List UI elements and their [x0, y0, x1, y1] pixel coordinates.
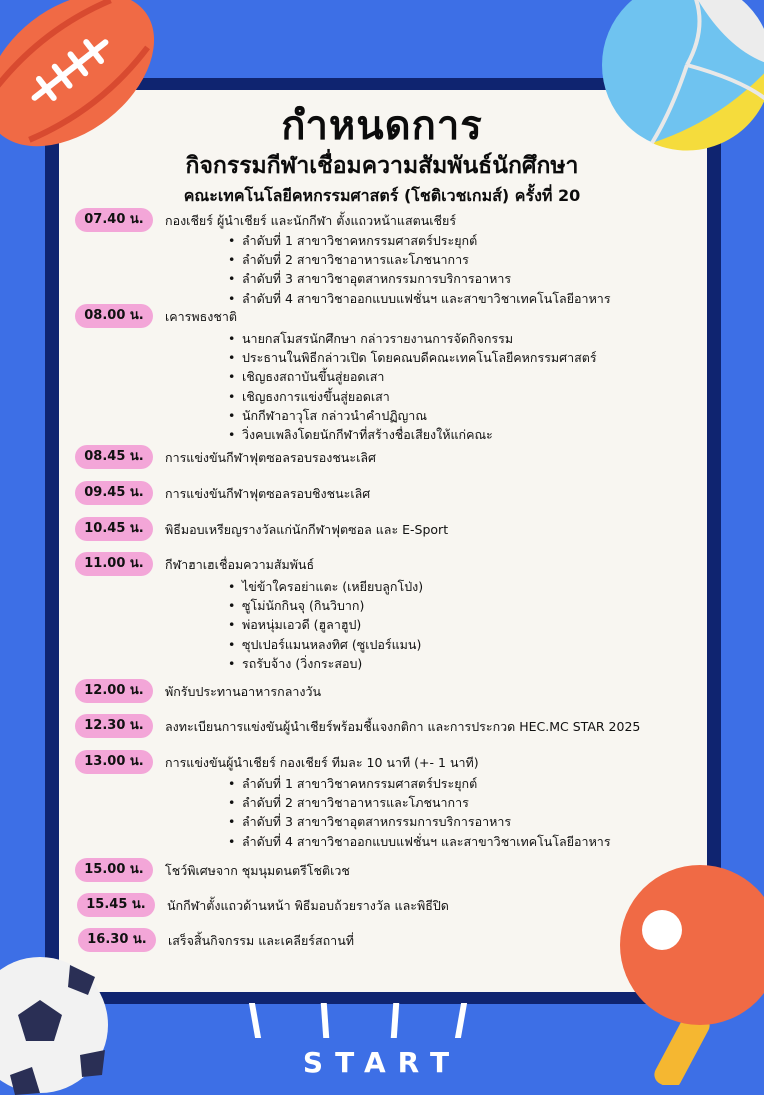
activity-title: การแข่งขันกีฬาฟุตซอลรอบรองชนะเลิศ: [165, 450, 376, 465]
activity-title: พักรับประทานอาหารกลางวัน: [165, 684, 322, 699]
page-title: กำหนดการ: [281, 103, 483, 149]
activity-title: นักกีฬาตั้งแถวด้านหน้า พิธีมอบถ้วยรางวัล และพิธีปิด: [167, 898, 449, 913]
track-lane: [249, 1003, 261, 1038]
list-item: • พ่อหนุ่มเอวดี (ฮูลาฮูป): [228, 615, 423, 634]
list-item: • ลำดับที่ 3 สาขาวิชาอุตสาหกรรมการบริการอาหาร: [228, 812, 611, 831]
list-item: • ไข่ข้าใครอย่าแตะ (เหยียบลูกโป่ง): [228, 577, 423, 596]
list-item: • ลำดับที่ 3 สาขาวิชาอุตสาหกรรมการบริการอาหาร: [228, 269, 611, 288]
time-pill: 12.00 น.: [75, 679, 153, 703]
time-pill: 09.45 น.: [75, 481, 153, 505]
list-item: • ซุปเปอร์แมนหลงทิศ (ซูเปอร์แมน): [228, 635, 423, 654]
activity-title: กีฬาฮาเฮเชื่อมความสัมพันธ์: [165, 557, 315, 572]
list-item: • เชิญธงสถาบันขึ้นสู่ยอดเสา: [228, 367, 597, 386]
list-item: • รถรับจ้าง (วิ่งกระสอบ): [228, 654, 423, 673]
activity-title: การแข่งขันผู้นำเชียร์ กองเชียร์ ทีมละ 10 นาที (+- 1 นาที): [165, 755, 479, 770]
activity-title: กองเชียร์ ผู้นำเชียร์ และนักกีฬา ตั้งแถวหน้าแสตนเชียร์: [165, 213, 457, 228]
list-item: • วิ่งคบเพลิงโดยนักกีฬาที่สร้างชื่อเสียงให้แก่คณะ: [228, 425, 597, 444]
list-item: • ลำดับที่ 2 สาขาวิชาอาหารและโภชนาการ: [228, 250, 611, 269]
time-pill: 10.45 น.: [75, 517, 153, 541]
soccer-ball-icon: [0, 955, 110, 1095]
activity-title: เสร็จสิ้นกิจกรรม และเคลียร์สถานที่: [168, 933, 354, 948]
time-pill: 08.45 น.: [75, 445, 153, 469]
list-item: • ลำดับที่ 2 สาขาวิชาอาหารและโภชนาการ: [228, 793, 611, 812]
time-pill: 12.30 น.: [75, 714, 153, 738]
activity-title: การแข่งขันกีฬาฟุตซอลรอบชิงชนะเลิศ: [165, 486, 371, 501]
start-label: START: [302, 1046, 462, 1079]
track-lane: [455, 1003, 467, 1038]
activity-title: พิธีมอบเหรียญรางวัลแก่นักกีฬาฟุตซอล และ E-Sport: [165, 522, 449, 537]
track-lane: [391, 1003, 399, 1038]
time-pill: 13.00 น.: [75, 750, 153, 774]
list-item: • ลำดับที่ 4 สาขาวิชาออกแบบแฟชั่นฯ และสาขาวิชาเทคโนโลยีอาหาร: [228, 832, 611, 851]
list-item: • เชิญธงการแข่งขึ้นสู่ยอดเสา: [228, 387, 597, 406]
bullet-list: [228, 774, 611, 851]
time-pill: 08.00 น.: [75, 304, 153, 328]
list-item: • ประธานในพิธีกล่าวเปิด โดยคณบดีคณะเทคโนโลยีคหกรรมศาสตร์: [228, 348, 597, 367]
page-subtitle: กิจกรรมกีฬาเชื่อมความสัมพันธ์นักศึกษา: [185, 153, 579, 179]
time-pill: 15.00 น.: [75, 858, 153, 882]
ping-pong-paddle-icon: [600, 860, 764, 1085]
list-item: • ลำดับที่ 1 สาขาวิชาคหกรรมศาสตร์ประยุกต์: [228, 231, 611, 250]
activity-title: โชว์พิเศษจาก ชุมนุมดนตรีโชติเวช: [165, 863, 350, 878]
list-item: • ลำดับที่ 1 สาขาวิชาคหกรรมศาสตร์ประยุกต์: [228, 774, 611, 793]
volleyball-icon: [592, 0, 764, 160]
list-item: • นายกสโมสรนักศึกษา กล่าวรายงานการจัดกิจกรรม: [228, 329, 597, 348]
list-item: • นักกีฬาอาวุโส กล่าวนำคำปฏิญาณ: [228, 406, 597, 425]
activity-title: ลงทะเบียนการแข่งขันผู้นำเชียร์พร้อมชี้แจงกติกา และการประกวด HEC.MC STAR 2025: [165, 719, 641, 734]
time-pill: 16.30 น.: [78, 928, 156, 952]
faculty-line: คณะเทคโนโลยีคหกรรมศาสตร์ (โชติเวชเกมส์) ครั้งที่ 20: [183, 186, 581, 205]
activity-title: เคารพธงชาติ: [165, 309, 237, 324]
list-item: • ลำดับที่ 4 สาขาวิชาออกแบบแฟชั่นฯ และสาขาวิชาเทคโนโลยีอาหาร: [228, 289, 611, 308]
track-lane: [321, 1003, 329, 1038]
list-item: • ซูโม่นักกินจุ (กินวิบาก): [228, 596, 423, 615]
bullet-list: [228, 231, 611, 308]
football-icon: [0, 0, 180, 180]
time-pill: 07.40 น.: [75, 208, 153, 232]
bullet-list: [228, 329, 597, 444]
bullet-list: [228, 577, 423, 673]
time-pill: 15.45 น.: [77, 893, 155, 917]
time-pill: 11.00 น.: [75, 552, 153, 576]
